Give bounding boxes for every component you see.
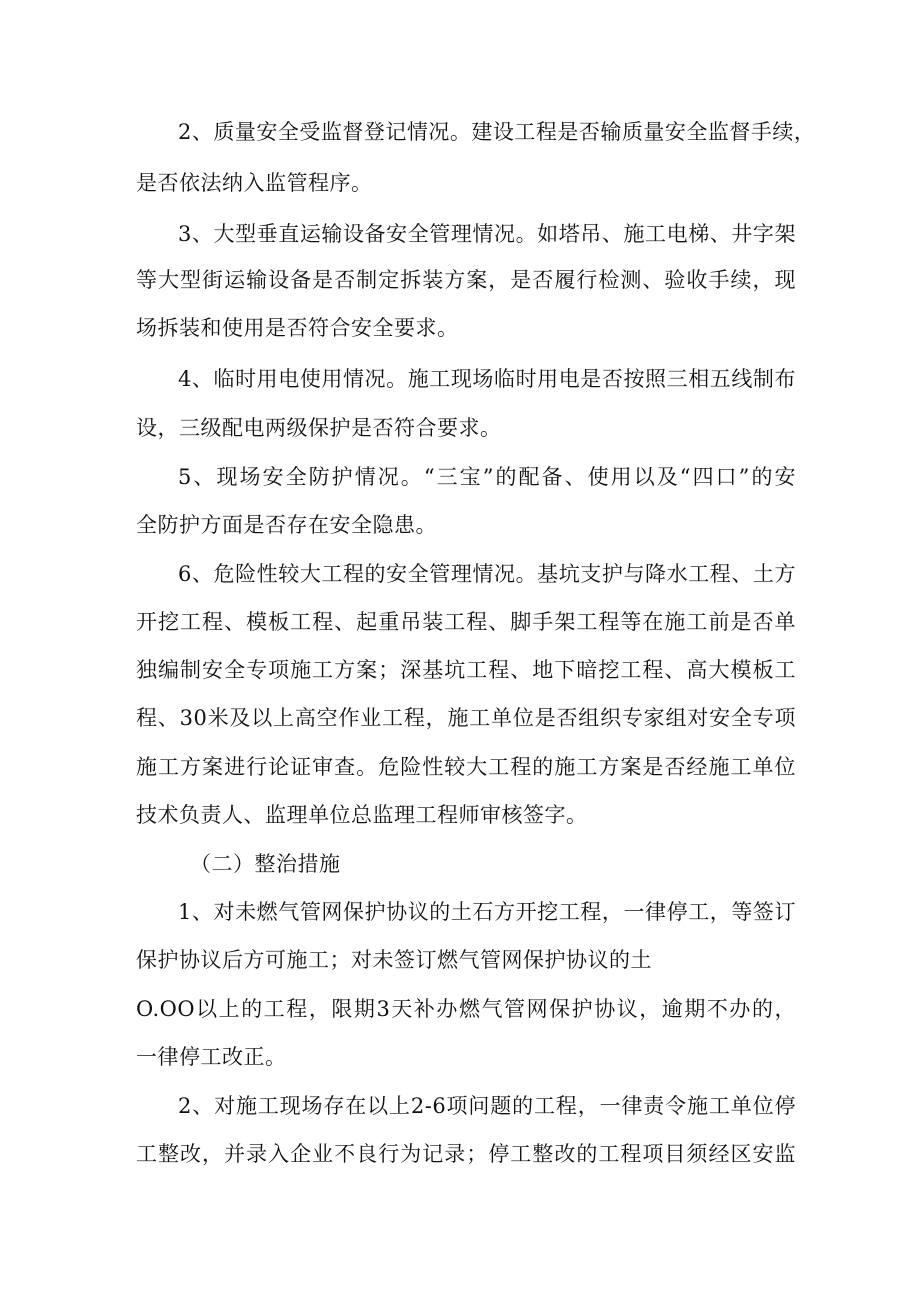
paragraph-2-line-2: 是否依法纳入监管程序。 [136,171,373,195]
paragraph-6-line-3: 独编制安全专项施工方案；深基坑工程、地下暗挖工程、高大模板工 [136,658,796,682]
paragraph-6-line-1: 6、危险性较大工程的安全管理情况。基坑支护与降水工程、土方 [178,562,796,586]
paragraph-6-line-6: 技术负责人、监理单位总监理工程师审核签字。 [136,803,588,827]
paragraph-4-line-1: 4、临时用电使用情况。施工现场临时用电是否按照三相五线制布 [178,367,796,391]
measure-2-line-2: 工整改，并录入企业不良行为记录；停工整改的工程项目须经区安监 [136,1142,796,1166]
section-heading-measures: （二）整治措施 [190,852,341,876]
measure-1-line-2: 保护协议后方可施工；对未签订燃气管网保护协议的土 [136,948,652,972]
paragraph-4-line-2: 设，三级配电两级保护是否符合要求。 [136,416,502,440]
paragraph-5-line-2: 全防护方面是否存在安全隐患。 [136,513,437,537]
measure-2-line-1: 2、对施工现场存在以上2-6项问题的工程，一律责令施工单位停 [178,1094,796,1118]
paragraph-3-line-3: 场拆装和使用是否符合安全要求。 [136,316,459,340]
paragraph-5-line-1: 5、现场安全防护情况。“三宝”的配备、使用以及“四口”的安 [178,465,796,489]
paragraph-2-line-1: 2、质量安全受监督登记情况。建设工程是否输质量安全监督手续， [178,120,816,144]
paragraph-3-line-1: 3、大型垂直运输设备安全管理情况。如塔吊、施工电梯、井字架 [178,222,796,246]
paragraph-6-line-4: 程、30米及以上高空作业工程，施工单位是否组织专家组对安全专项 [136,706,796,730]
measure-1-line-1: 1、对未燃气管网保护协议的土石方开挖工程，一律停工，等签订 [178,900,796,924]
paragraph-6-line-5: 施工方案进行论证审查。危险性较大工程的施工方案是否经施工单位 [136,755,796,779]
paragraph-3-line-2: 等大型街运输设备是否制定拆装方案，是否履行检测、验收手续，现 [136,268,796,292]
measure-1-line-4: 一律停工改正。 [136,1045,287,1069]
paragraph-6-line-2: 开挖工程、模板工程、起重吊装工程、脚手架工程等在施工前是否单 [136,610,796,634]
measure-1-line-3: O.OO以上的工程，限期3天补办燃气管网保护协议，逾期不办的， [136,997,796,1021]
